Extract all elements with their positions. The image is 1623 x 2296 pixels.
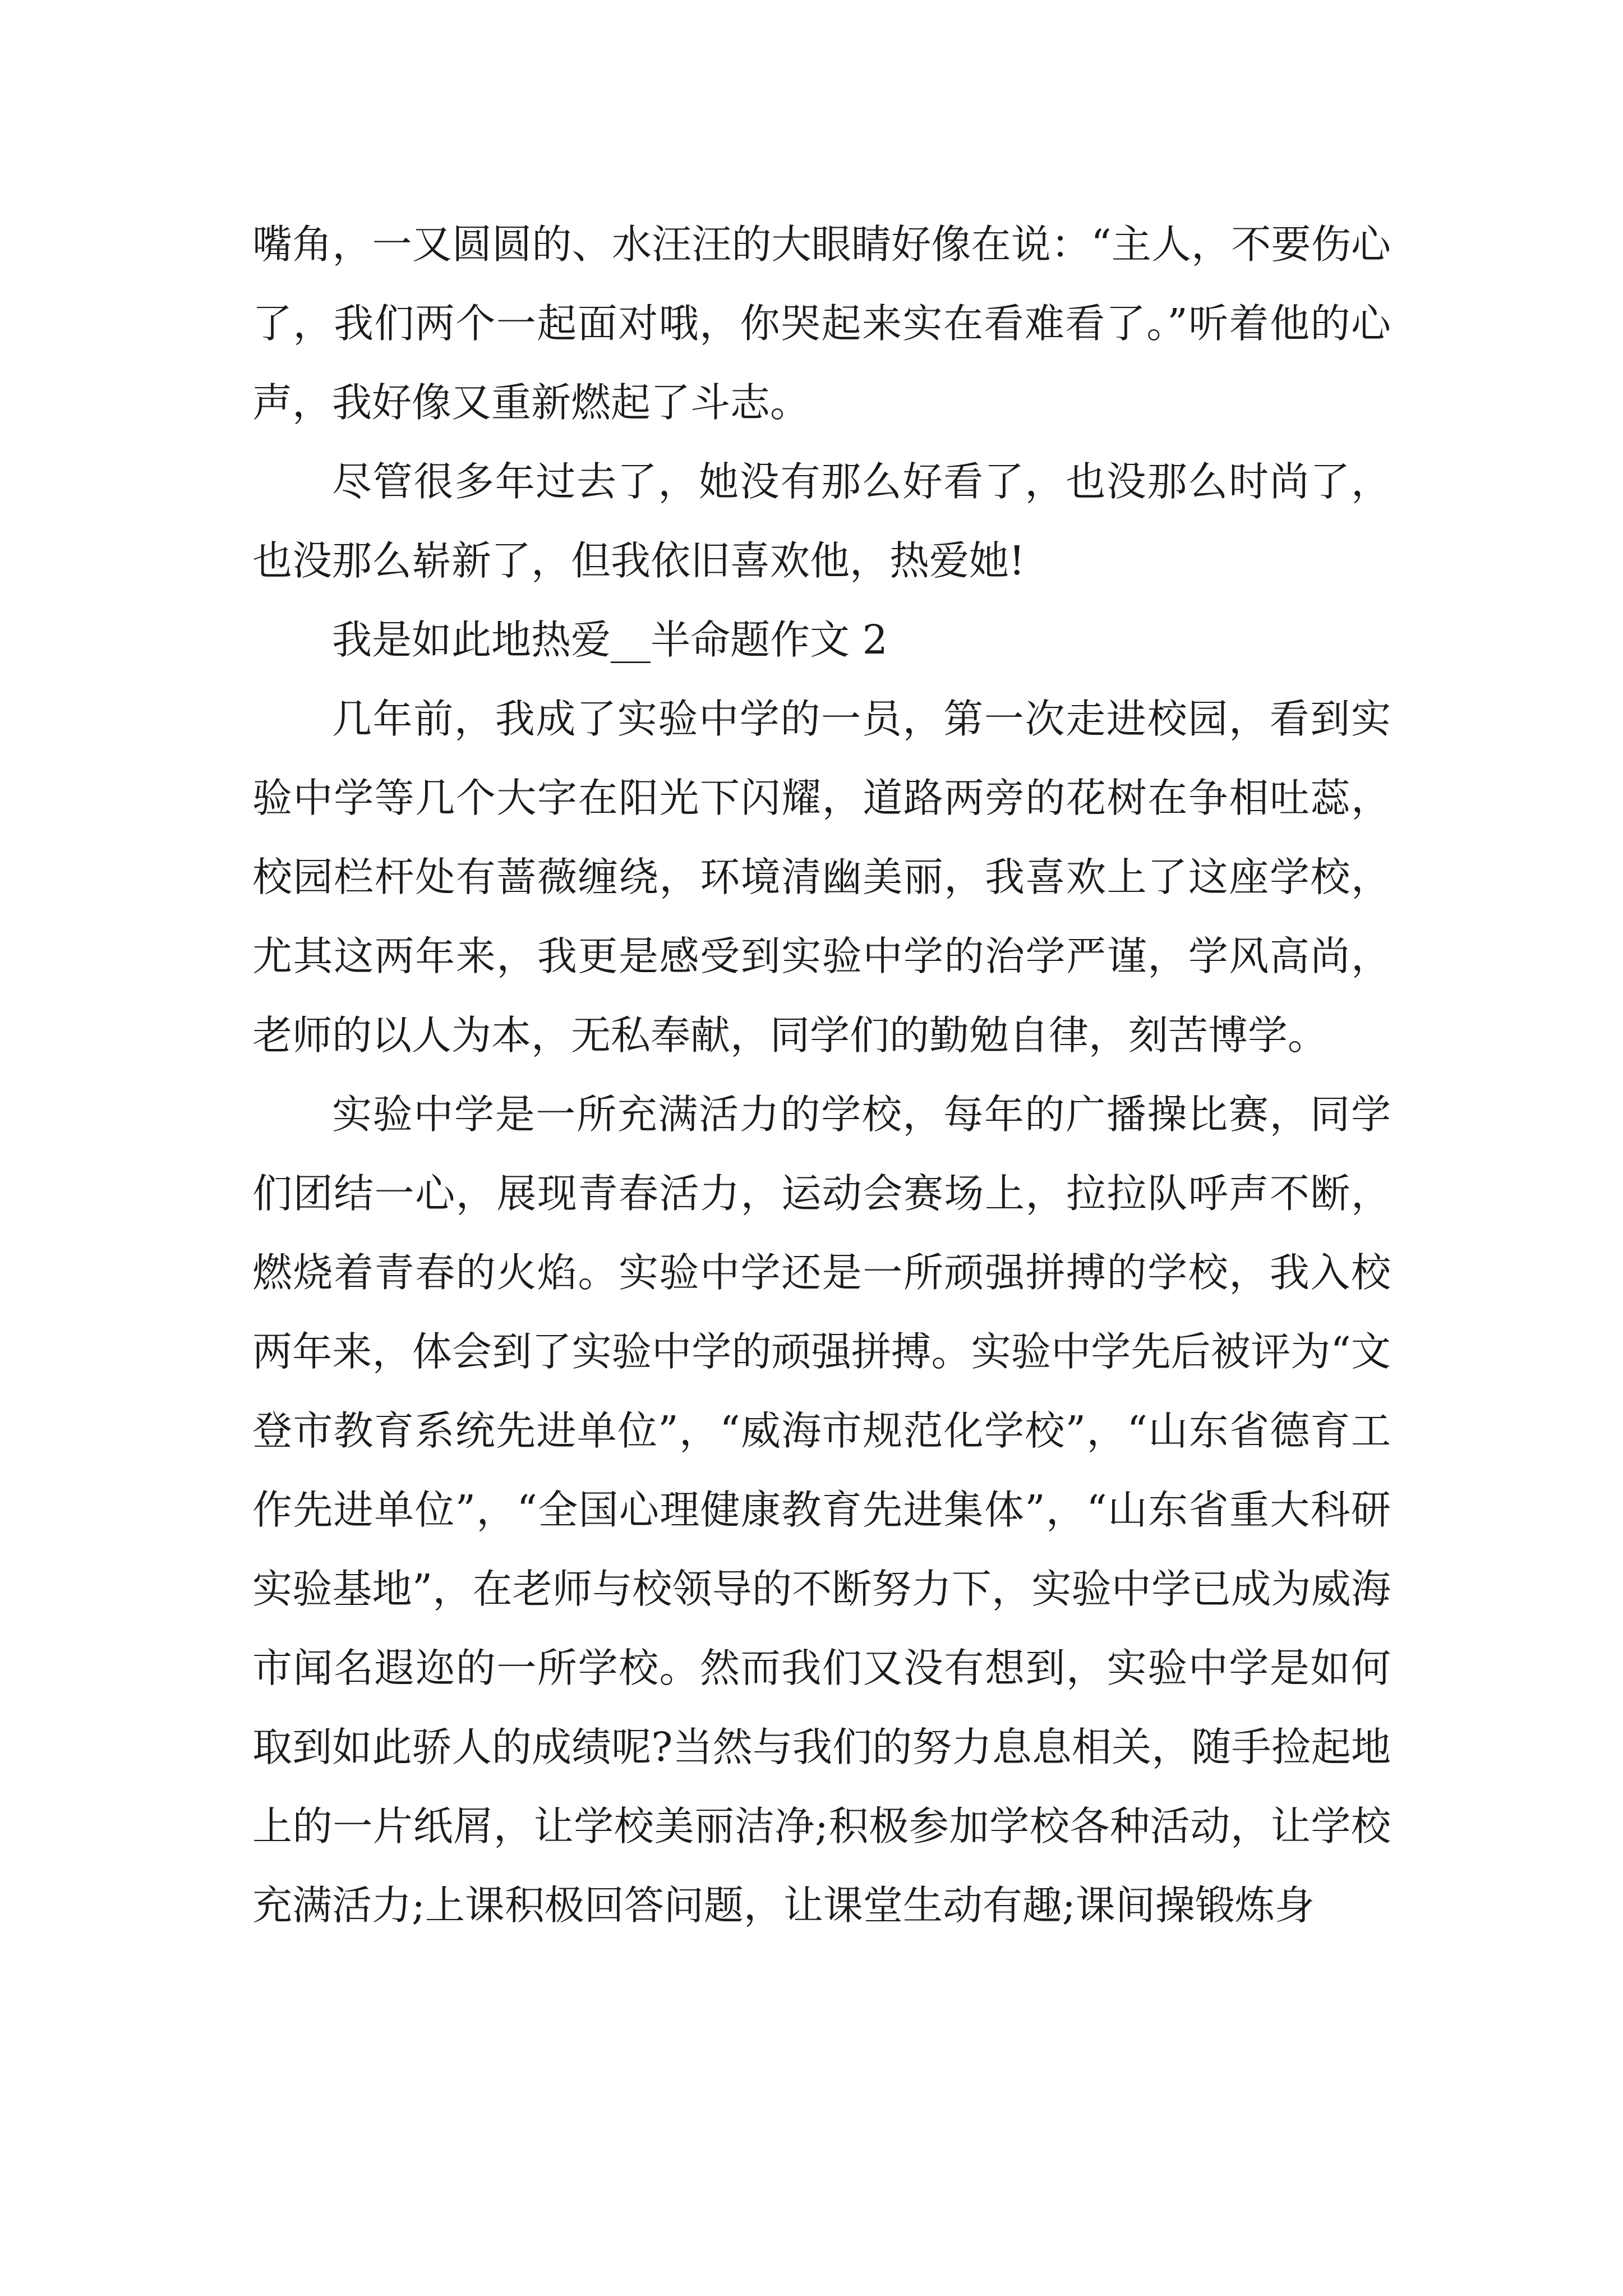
- paragraph: 实验中学是一所充满活力的学校，每年的广播操比赛，同学们团结一心，展现青春活力，运动会赛场上，拉拉队呼声不断，燃烧着青春的火焰。实验中学还是一所顽强拼搏的学校，我入校两年来，体会到了实验中学的顽强拼搏。实验中学先后被评为“文登市教育系统先进单位”，“威海市规范化学校”，“山东省德育工作先进单位”，“全国心理健康教育先进集体”，“山东省重大科研实验基地”，在老师与校领导的不断努力下，实验中学已成为威海市闻名遐迩的一所学校。然而我们又没有想到，实验中学是如何取到如此骄人的成绩呢?当然与我们的努力息息相关，随手捡起地上的一片纸屑，让学校美丽洁净;积极参加学校各种活动，让学校充满活力;上课积极回答问题，让课堂生动有趣;课间操锻炼身: [252, 1091, 1391, 1929]
- paragraph: 几年前，我成了实验中学的一员，第一次走进校园，看到实验中学等几个大字在阳光下闪耀，道路两旁的花树在争相吐蕊，校园栏杆处有蔷薇缠绕，环境清幽美丽，我喜欢上了这座学校，尤其这两年来，我更是感受到实验中学的治学严谨，学风高尚，老师的以人为本，无私奉献，同学们的勤勉自律，刻苦博学。: [252, 696, 1391, 1059]
- essay-heading: 我是如此地热爱__半命题作文 2: [332, 616, 888, 663]
- paragraph-continuation: 嘴角，一又圆圆的、水汪汪的大眼睛好像在说：“主人，不要伤心了，我们两个一起面对哦，你哭起来实在看难看了。”听着他的心声，我好像又重新燃起了斗志。: [252, 221, 1391, 426]
- document-body: [252, 205, 1391, 1945]
- paragraph: 尽管很多年过去了，她没有那么好看了，也没那么时尚了，也没那么崭新了，但我依旧喜欢他，热爱她!: [252, 458, 1391, 584]
